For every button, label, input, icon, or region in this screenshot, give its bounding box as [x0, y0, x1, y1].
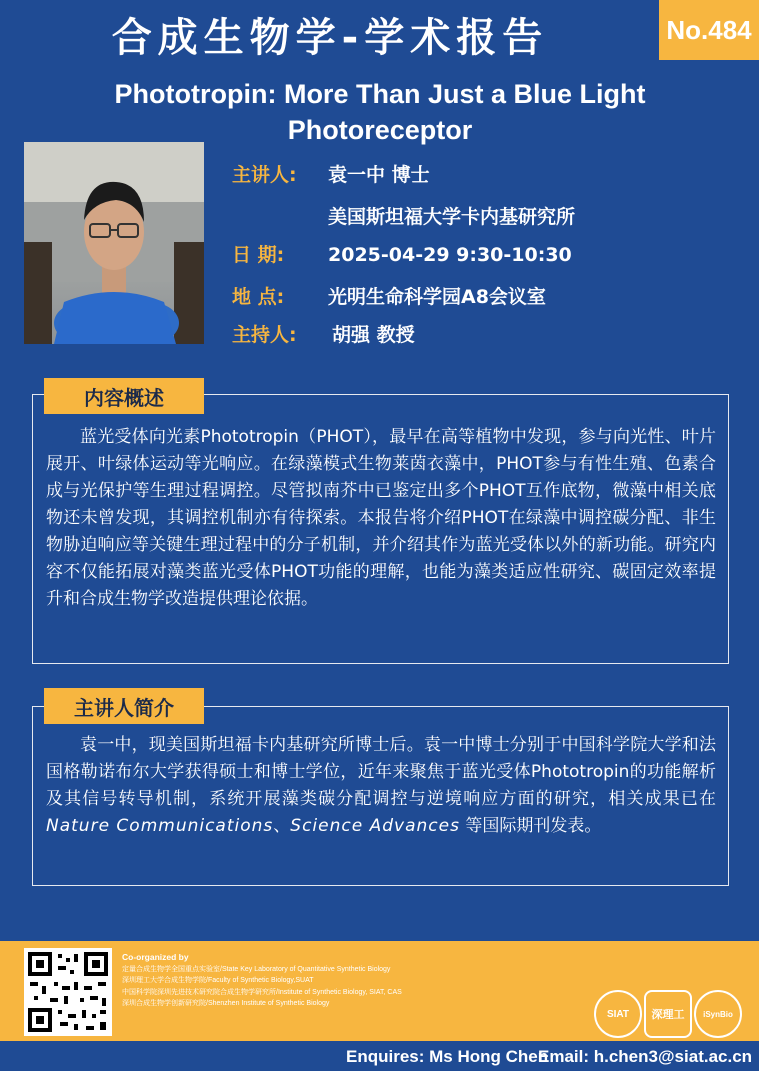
- siat-logo-text: SIAT: [606, 1008, 630, 1020]
- speaker-label: 主讲人:: [232, 164, 297, 186]
- co-organizer-3: 中国科学院深圳先进技术研究院合成生物学研究所/Institute of Synthetic Biology, SIAT, CAS: [122, 988, 402, 996]
- header-bar: [0, 0, 759, 72]
- co-organizers: [122, 952, 402, 1010]
- co-organizer-1: 定量合成生物学全国重点实验室/State Key Laboratory of Quantitative Synthetic Biology: [122, 965, 391, 973]
- location-row: [232, 282, 546, 309]
- date-label: 日 期:: [232, 244, 285, 266]
- speaker-name: 袁一中 博士: [328, 164, 430, 186]
- summary-text: 蓝光受体向光素Phototropin（PHOT），最早在高等植物中发现，参与向光性、叶片展开、叶绿体运动等光响应。在绿藻模式生物莱茵衣藻中，PHOT参与有性生殖、色素合成与光保护等生理过程调控。尽管拟南芥中已鉴定出多个PHOT互作底物，微藻中相关底物还未曾发现，其调控机制亦有待探索。本报告将介绍PHOT在绿藻中调控碳分配、非生物胁迫响应等关键生理过程中的分子机制，并介绍其作为蓝光受体以外的新功能。研究内容不仅能拓展对藻类蓝光受体PHOT功能的理解，也能为藻类适应性研究、碳固定效率提升和合成生物学改造提供理论依据。: [46, 427, 716, 609]
- bio-heading: 主讲人简介: [44, 688, 204, 724]
- date-value: 2025-04-29 9:30-10:30: [328, 244, 572, 266]
- journal-nature-communications: Nature Communications: [46, 816, 274, 836]
- host-label: 主持人:: [232, 324, 297, 346]
- bio-text-main: 袁一中，现美国斯坦福卡内基研究所博士后。袁一中博士分别于中国科学院大学和法国格勒诺布尔大学获得硕士和博士学位，近年来聚焦于蓝光受体Phototropin的功能解析及其信号转导机制，系统开展藻类碳分配调控与逆境响应方面的研究，相关成果已在: [46, 735, 716, 809]
- talk-title: [40, 76, 720, 148]
- enquires-contact: Enquires: Ms Hong Chen: [346, 1047, 549, 1066]
- host-row: [232, 320, 415, 347]
- email-contact[interactable]: Email: h.chen3@siat.ac.cn: [538, 1047, 753, 1066]
- speaker-affiliation: 美国斯坦福大学卡内基研究所: [328, 206, 576, 228]
- location-label: 地 点:: [232, 286, 285, 308]
- co-organizer-4: 深圳合成生物学创新研究院/Shenzhen Institute of Synthetic Biology: [122, 1000, 330, 1008]
- siat-logo: [594, 990, 642, 1038]
- journal-science-advances: Science Advances: [290, 816, 460, 836]
- journal-separator: 、: [273, 816, 291, 836]
- contact-line: [0, 1041, 759, 1071]
- qr-code-icon[interactable]: [24, 948, 112, 1036]
- talk-title-line-2: Photoreceptor: [287, 115, 473, 145]
- location-value: 光明生命科学园A8会议室: [328, 286, 546, 308]
- date-row: [232, 240, 572, 267]
- series-title: 合成生物学-学术报告: [111, 15, 549, 61]
- bio-text-end: 等国际期刊发表。: [459, 816, 602, 836]
- issue-number-badge: No.484: [659, 0, 759, 60]
- co-organizers-heading: Co-organized by: [122, 952, 189, 962]
- suat-logo-text: 深理工: [651, 1008, 685, 1021]
- isynbio-logo-text: iSynBio: [703, 1009, 733, 1019]
- host-name: 胡强 教授: [332, 324, 415, 346]
- bio-text: [46, 732, 716, 840]
- summary-heading: 内容概述: [44, 378, 204, 414]
- speaker-photo: [24, 142, 204, 344]
- talk-title-line-1: Phototropin: More Than Just a Blue Light: [114, 79, 646, 109]
- co-organizer-2: 深圳理工大学合成生物学院/Faculty of Synthetic Biology,SUAT: [122, 977, 314, 985]
- isynbio-logo: [694, 990, 742, 1038]
- suat-logo: [644, 990, 692, 1038]
- speaker-row: [232, 160, 430, 187]
